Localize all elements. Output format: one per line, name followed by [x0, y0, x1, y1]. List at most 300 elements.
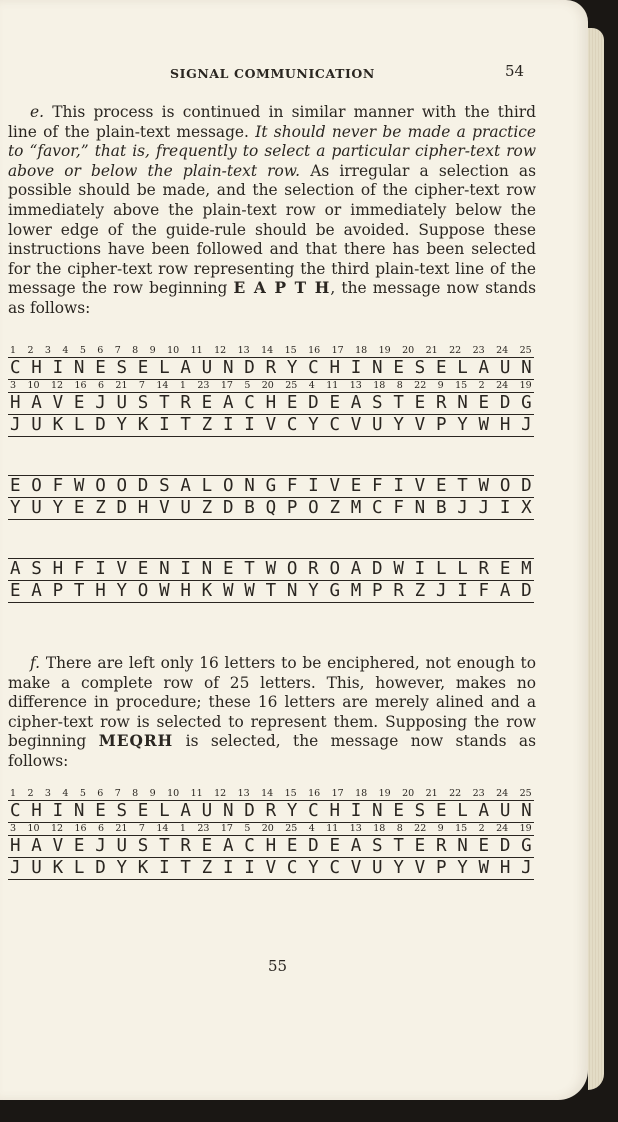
cell: L: [73, 415, 85, 435]
cell: 21: [425, 788, 438, 799]
cell: 22: [414, 380, 427, 391]
cell: U: [499, 358, 511, 378]
cell: 1: [179, 823, 186, 834]
cell: 4: [308, 380, 315, 391]
cell: S: [31, 559, 42, 579]
cell: F: [73, 559, 85, 579]
cell: C: [10, 358, 21, 378]
cell: 6: [97, 345, 104, 356]
cell: G: [329, 581, 340, 601]
cipher-text-row-2: [8, 498, 534, 519]
cell: 8: [396, 823, 403, 834]
cell: 11: [190, 345, 203, 356]
cell: A: [350, 559, 362, 579]
cell: V: [265, 858, 277, 878]
cell: E: [435, 358, 447, 378]
cell: E: [350, 476, 362, 496]
cell: Y: [308, 415, 319, 435]
cell: P: [435, 415, 447, 435]
cell: N: [372, 358, 383, 378]
cell: Y: [116, 415, 128, 435]
cell: C: [244, 836, 255, 856]
cell: S: [137, 836, 149, 856]
cell: B: [435, 498, 447, 518]
cell: Y: [308, 858, 319, 878]
cell: D: [521, 476, 532, 496]
cell: R: [478, 559, 490, 579]
cell: D: [499, 836, 511, 856]
cell: J: [457, 498, 468, 518]
page-header: [0, 60, 560, 88]
cell: 12: [50, 380, 64, 391]
cell: H: [95, 581, 106, 601]
paragraph-label: e.: [30, 103, 45, 121]
cell: D: [308, 393, 319, 413]
running-head: SIGNAL COMMUNICATION: [170, 66, 375, 81]
cell: Z: [329, 498, 340, 518]
cell: D: [372, 559, 383, 579]
text: is selected, the message now stands as follows:: [8, 732, 536, 770]
cell: C: [308, 801, 319, 821]
cell: K: [137, 858, 149, 878]
page-edge: [588, 28, 604, 1090]
cell: L: [435, 559, 447, 579]
cell: D: [116, 498, 128, 518]
cell: V: [265, 415, 277, 435]
paragraph-f: [8, 654, 536, 772]
cell: H: [265, 836, 277, 856]
cell: 20: [261, 823, 274, 834]
cell: 11: [326, 823, 339, 834]
cell: 4: [62, 788, 69, 799]
cell: 7: [114, 345, 121, 356]
cell: L: [73, 858, 85, 878]
cell: E: [73, 498, 85, 518]
cell: M: [350, 498, 362, 518]
cell: G: [521, 393, 532, 413]
plain-text-row-3: [8, 559, 534, 580]
cell: 5: [79, 788, 86, 799]
cell: 12: [214, 345, 227, 356]
cell: W: [222, 581, 234, 601]
cell: 17: [331, 788, 344, 799]
cell: 21: [115, 823, 128, 834]
cell: 7: [114, 788, 121, 799]
cell: K: [52, 415, 64, 435]
cell: N: [372, 801, 383, 821]
cell: G: [265, 476, 277, 496]
cell: V: [350, 415, 362, 435]
cell: J: [478, 498, 490, 518]
cell: 9: [437, 823, 444, 834]
cell: Y: [457, 415, 468, 435]
page-number-bottom: 55: [268, 957, 288, 975]
cell: 25: [285, 380, 298, 391]
cipher-text-row-1: [8, 858, 534, 879]
cell: 24: [496, 345, 509, 356]
cell: W: [393, 559, 404, 579]
cell: U: [31, 498, 42, 518]
cell: R: [435, 836, 447, 856]
paragraph-label: f.: [30, 654, 41, 672]
cell: 4: [62, 345, 69, 356]
cell: I: [393, 476, 404, 496]
cell: P: [435, 858, 447, 878]
cell: 19: [378, 345, 391, 356]
cell: S: [372, 836, 383, 856]
cell: E: [435, 476, 447, 496]
cell: 5: [244, 380, 251, 391]
cell: N: [73, 801, 85, 821]
cell: N: [244, 476, 255, 496]
cell: D: [521, 581, 532, 601]
cipher-table-3: [8, 558, 534, 603]
cell: I: [350, 801, 362, 821]
cell: 5: [244, 823, 251, 834]
cipher-text-row-3: [8, 581, 534, 602]
cell: B: [244, 498, 255, 518]
bold-text: MEQRH: [98, 732, 174, 751]
cell: D: [222, 498, 234, 518]
cell: N: [222, 801, 234, 821]
cell: G: [521, 836, 532, 856]
cell: N: [159, 559, 170, 579]
cell: E: [95, 358, 106, 378]
cell: Y: [308, 581, 319, 601]
cell: O: [286, 559, 298, 579]
cipher-table-2: [8, 475, 534, 520]
cell: Y: [52, 498, 64, 518]
cell: J: [95, 393, 106, 413]
cell: 18: [373, 823, 386, 834]
cell: 17: [331, 345, 344, 356]
cell: 24: [496, 788, 509, 799]
cell: E: [414, 393, 426, 413]
cell: C: [329, 858, 340, 878]
cipher-text-row-1: [8, 415, 534, 436]
cell: T: [457, 476, 468, 496]
cell: T: [73, 581, 85, 601]
cell: T: [180, 858, 191, 878]
cell: 14: [261, 345, 274, 356]
cell: K: [137, 415, 149, 435]
cell: Q: [265, 498, 277, 518]
cell: 24: [496, 380, 509, 391]
cell: 15: [284, 788, 297, 799]
cell: W: [265, 559, 277, 579]
cell: E: [10, 476, 21, 496]
cell: I: [308, 476, 319, 496]
cell: F: [393, 498, 404, 518]
cell: 21: [425, 345, 438, 356]
cell: 2: [478, 823, 485, 834]
cell: 16: [308, 345, 321, 356]
cell: I: [52, 801, 64, 821]
cell: N: [521, 801, 532, 821]
cell: A: [180, 476, 191, 496]
cell: V: [414, 476, 426, 496]
cell: 16: [74, 380, 87, 391]
cell: N: [457, 393, 468, 413]
cell: A: [222, 836, 234, 856]
cell: I: [222, 415, 234, 435]
cell: R: [180, 393, 191, 413]
cell: F: [478, 581, 490, 601]
cell: H: [31, 358, 42, 378]
cell: 5: [79, 345, 86, 356]
cell: J: [10, 858, 21, 878]
cell: 1: [10, 345, 17, 356]
cell: V: [414, 415, 426, 435]
cell: U: [116, 836, 128, 856]
cell: 25: [519, 345, 532, 356]
cell: P: [52, 581, 64, 601]
cell: U: [201, 801, 213, 821]
cell: 13: [349, 823, 362, 834]
cell: E: [201, 836, 213, 856]
cell: L: [201, 476, 213, 496]
cell: I: [52, 358, 64, 378]
cell: E: [414, 836, 426, 856]
cell: S: [116, 358, 128, 378]
cell: 18: [373, 380, 386, 391]
cell: T: [393, 393, 404, 413]
cell: Y: [286, 801, 298, 821]
cell: J: [435, 581, 447, 601]
cell: E: [137, 358, 149, 378]
cell: 4: [308, 823, 315, 834]
page-number-top: 54: [505, 62, 525, 80]
cell: V: [116, 559, 128, 579]
cell: L: [457, 559, 468, 579]
cell: E: [95, 801, 106, 821]
cell: W: [478, 415, 490, 435]
cell: V: [159, 498, 170, 518]
cell: H: [329, 801, 340, 821]
cell: 20: [402, 788, 415, 799]
cell: A: [180, 801, 191, 821]
cell: 6: [97, 788, 104, 799]
cell: S: [414, 801, 426, 821]
cell: O: [116, 476, 128, 496]
cell: 3: [10, 380, 17, 391]
cell: V: [350, 858, 362, 878]
text: There are left only 16 letters to be enciphered, not enough to make a complete row of 25 letters. This, however, makes no difference in procedure; these 16 letters are merely alined and a cipher-text row is selected to represent them. Supposing the row beginning: [8, 654, 536, 751]
cell: N: [201, 559, 213, 579]
cell: M: [350, 581, 362, 601]
cell: 25: [285, 823, 298, 834]
cell: 17: [220, 380, 233, 391]
cell: H: [10, 836, 21, 856]
cell: I: [180, 559, 191, 579]
cell: I: [457, 581, 468, 601]
cell: I: [159, 858, 170, 878]
cell: V: [414, 858, 426, 878]
cell: N: [73, 358, 85, 378]
cell: J: [10, 415, 21, 435]
cell: O: [222, 476, 234, 496]
cell: R: [393, 581, 404, 601]
cell: A: [31, 581, 42, 601]
italic-text: It should never be made a practice to “favor,” that is, frequently to select a particular cipher-text row above or below the plain-text row.: [8, 122, 536, 180]
cell: 23: [197, 380, 210, 391]
cell: 8: [132, 345, 139, 356]
cell: Y: [116, 581, 128, 601]
plain-text-row-2: [8, 476, 534, 497]
cell: 19: [519, 380, 532, 391]
cell: 3: [10, 823, 17, 834]
cell: H: [180, 581, 191, 601]
cell: D: [95, 858, 106, 878]
cell: A: [478, 801, 490, 821]
cell: C: [244, 393, 255, 413]
cell: R: [265, 801, 277, 821]
cell: Z: [95, 498, 106, 518]
cell: E: [499, 559, 511, 579]
cell: 13: [349, 380, 362, 391]
cell: X: [521, 498, 532, 518]
cell: 6: [97, 823, 104, 834]
cell: N: [286, 581, 298, 601]
cell: E: [137, 559, 149, 579]
cell: C: [372, 498, 383, 518]
cipher-table-4: [8, 788, 534, 880]
cell: J: [521, 858, 532, 878]
cell: Y: [457, 858, 468, 878]
cell: H: [52, 559, 64, 579]
cell: 12: [214, 788, 227, 799]
cell: T: [393, 836, 404, 856]
cell: 20: [402, 345, 415, 356]
cell: U: [31, 858, 42, 878]
cell: L: [457, 801, 468, 821]
cell: O: [31, 476, 42, 496]
text: This process is continued in similar manner with the third line of the plain-text message.: [8, 103, 536, 141]
cell: O: [95, 476, 106, 496]
cell: E: [201, 393, 213, 413]
cell: 17: [220, 823, 233, 834]
cell: E: [435, 801, 447, 821]
cell: 2: [27, 788, 34, 799]
cell: N: [414, 498, 426, 518]
cell: 11: [190, 788, 203, 799]
key-row: [8, 801, 534, 822]
cell: 15: [455, 380, 468, 391]
cell: 10: [167, 788, 180, 799]
cell: 7: [138, 380, 145, 391]
cell: 22: [414, 823, 427, 834]
cell: 18: [355, 345, 368, 356]
cell: O: [308, 498, 319, 518]
cell: A: [10, 559, 21, 579]
cell: N: [521, 358, 532, 378]
cell: H: [499, 858, 511, 878]
cell: U: [31, 415, 42, 435]
column-numbers-row: [8, 345, 534, 357]
cell: H: [499, 415, 511, 435]
cell: R: [435, 393, 447, 413]
cell: E: [137, 801, 149, 821]
cell: A: [499, 581, 511, 601]
cell: O: [137, 581, 149, 601]
cell: W: [478, 858, 490, 878]
cell: 22: [449, 788, 462, 799]
cell: 24: [496, 823, 509, 834]
cell: I: [499, 498, 511, 518]
cell: 23: [472, 345, 485, 356]
cell: A: [478, 358, 490, 378]
cell: F: [372, 476, 383, 496]
cell: A: [222, 393, 234, 413]
key-row: [8, 358, 534, 379]
cell: E: [10, 581, 21, 601]
cell: W: [73, 476, 85, 496]
cell: 12: [50, 823, 64, 834]
cell: 19: [378, 788, 391, 799]
cell: 14: [261, 788, 274, 799]
cell: 10: [27, 380, 40, 391]
paragraph-e: [8, 103, 536, 319]
cell: C: [308, 358, 319, 378]
cell: 3: [44, 788, 51, 799]
cell: U: [116, 393, 128, 413]
cell: U: [180, 498, 191, 518]
cell: C: [10, 801, 21, 821]
cell: 6: [97, 380, 104, 391]
cell: 14: [156, 823, 169, 834]
cell: 1: [10, 788, 17, 799]
cell: E: [73, 393, 85, 413]
cell: W: [159, 581, 170, 601]
cell: 15: [455, 823, 468, 834]
cell: H: [329, 358, 340, 378]
cell: 2: [27, 345, 34, 356]
cell: A: [31, 393, 42, 413]
cell: C: [286, 415, 298, 435]
cell: 8: [132, 788, 139, 799]
cell: R: [180, 836, 191, 856]
cell: 10: [27, 823, 40, 834]
cell: 2: [478, 380, 485, 391]
cell: U: [201, 358, 213, 378]
cell: W: [244, 581, 255, 601]
cell: H: [10, 393, 21, 413]
cell: T: [244, 559, 255, 579]
cell: 10: [167, 345, 180, 356]
cell: Y: [393, 415, 404, 435]
cell: A: [180, 358, 191, 378]
cell: E: [286, 836, 298, 856]
cell: W: [478, 476, 490, 496]
cell: 16: [74, 823, 87, 834]
cell: H: [31, 801, 42, 821]
cell: K: [201, 581, 213, 601]
cell: E: [286, 393, 298, 413]
cell: E: [329, 393, 340, 413]
cell: I: [350, 358, 362, 378]
cell: R: [265, 358, 277, 378]
cell: Z: [201, 858, 213, 878]
cell: H: [137, 498, 149, 518]
cell: 13: [237, 788, 250, 799]
cell: S: [137, 393, 149, 413]
text: , the message now stands as follows:: [8, 279, 536, 317]
cell: V: [329, 476, 340, 496]
cell: S: [372, 393, 383, 413]
cell: O: [499, 476, 511, 496]
cell: P: [372, 581, 383, 601]
cell: 19: [519, 823, 532, 834]
